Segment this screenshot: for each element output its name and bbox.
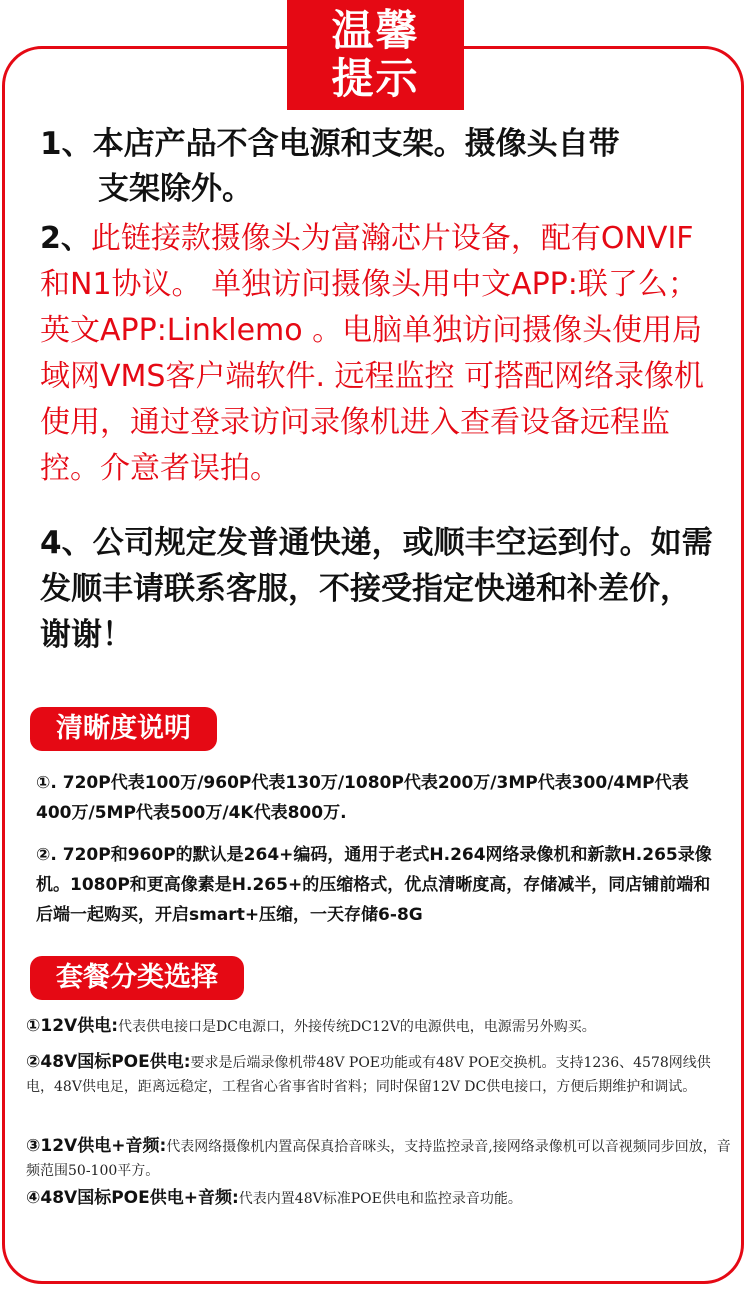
package-item-title: ②48V国标POE供电: — [26, 1052, 191, 1072]
title-line-1: 温馨 — [331, 6, 420, 55]
clarity-point-1: ①. 720P代表100万/960P代表130万/1080P代表200万/3MP代表300/4MP代表400万/5MP代表500万/4K代表800万. — [36, 773, 689, 823]
package-item-desc: 要求是后端录像机带48V POE功能或有48V POE交换机。支持1236、4578网线供电，48V供电足，距离远稳定，工程省心省事省时省料；同时保留12V DC供电接口，方便后期维护和调试。 — [26, 1055, 711, 1095]
notice-item-1-line-1: 1、本店产品不含电源和支架。摄像头自带 — [40, 126, 620, 162]
notice-item-1-line-2: 支架除外。 — [98, 171, 253, 207]
clarity-heading: 清晰度说明 — [30, 707, 217, 751]
package-item-desc: 代表内置48V标准POE供电和监控录音功能。 — [238, 1191, 522, 1207]
package-item-title: ④48V国标POE供电+音频: — [26, 1188, 239, 1208]
notice-item-1 — [40, 122, 720, 212]
package-item-title: ①12V供电: — [26, 1016, 119, 1036]
package-heading: 套餐分类选择 — [30, 956, 244, 1000]
package-item — [26, 1134, 736, 1183]
notice-item-4: 4、公司规定发普通快递，或顺丰空运到付。如需发顺丰请联系客服，不接受指定快递和补差价，谢谢！ — [40, 525, 713, 653]
package-item-desc: 代表网络摄像机内置高保真拾音咪头，支持监控录音,接网络录像机可以音视频同步回放，音频范围50-100平方。 — [26, 1139, 731, 1179]
package-item — [26, 1050, 736, 1099]
notice-item-2-number: 2、 — [40, 221, 91, 256]
package-item-desc: 代表供电接口是DC电源口，外接传统DC12V的电源供电，电源需另外购买。 — [118, 1019, 596, 1035]
package-item — [26, 1014, 736, 1039]
clarity-point-2: ②. 720P和960P的默认是264+编码，通用于老式H.264网络录像机和新款H.265录像机。1080P和更高像素是H.265+的压缩格式，优点清晰度高，存储减半，同店铺前端和后端一起购买，开启smart+压缩，一天存储6-8G — [36, 845, 712, 925]
title-line-2: 提示 — [331, 54, 420, 103]
package-item-title: ③12V供电+音频: — [26, 1136, 167, 1156]
notice-item-2-text: 此链接款摄像头为富瀚芯片设备，配有ONVIF和N1协议。 单独访问摄像头用中文APP:联了么；英文APP:Linklemo 。电脑单独访问摄像头使用局域网VMS客户端软件. 远程监控 可搭配网络录像机使用，通过登录访问录像机进入查看设备远程监控。介意者误拍。 — [40, 221, 705, 486]
page-title — [287, 0, 464, 110]
notice-item-2 — [40, 216, 720, 492]
package-item — [26, 1186, 736, 1211]
